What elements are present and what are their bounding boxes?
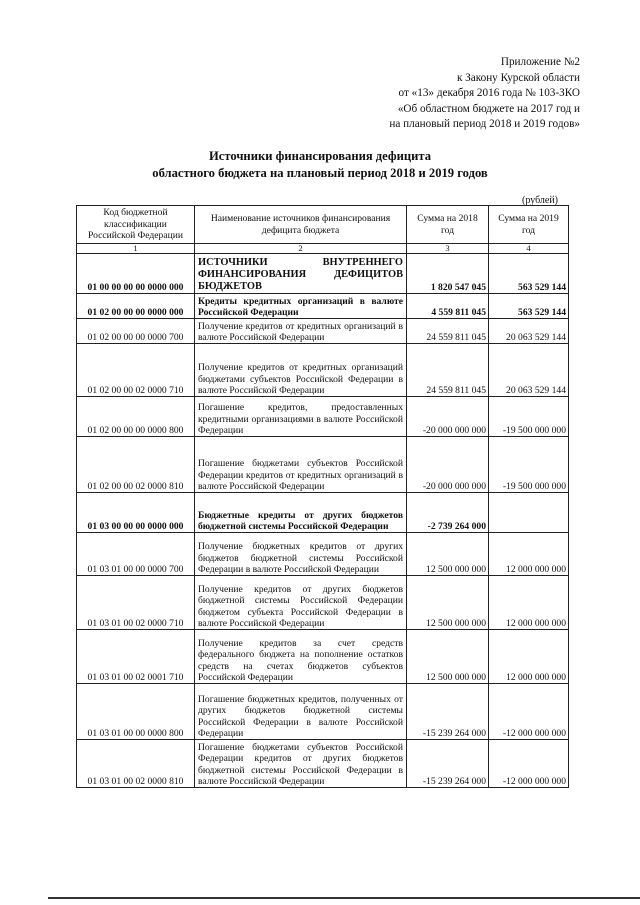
page-bottom-rule bbox=[48, 897, 640, 899]
table-row bbox=[77, 397, 569, 437]
row-name: Получение кредитов от кредитных организаций в валюте Российской Федерации bbox=[195, 319, 407, 344]
table-row bbox=[77, 630, 569, 684]
col-number: 2 bbox=[195, 244, 407, 254]
row-2018: 12 500 000 000 bbox=[407, 630, 489, 684]
appendix-line: к Закону Курской области bbox=[456, 71, 580, 84]
row-code: 01 03 01 00 02 0001 710 bbox=[77, 630, 195, 684]
row-name: Погашение кредитов, предоставленных кредитными организациями в валюте Российской Федерации bbox=[195, 397, 407, 437]
table-row bbox=[77, 576, 569, 630]
header-2018: Сумма на 2018 год bbox=[407, 206, 489, 244]
row-2019: -19 500 000 000 bbox=[489, 437, 569, 493]
row-name: Получение кредитов от кредитных организаций бюджетами субъектов Российской Федерации в валюте Российской Федерации bbox=[195, 344, 407, 397]
row-2019: -19 500 000 000 bbox=[489, 397, 569, 437]
row-2019: -12 000 000 000 bbox=[489, 740, 569, 788]
row-2018: 24 559 811 045 bbox=[407, 344, 489, 397]
financing-sources-table bbox=[76, 205, 569, 788]
row-2019: 12 000 000 000 bbox=[489, 576, 569, 630]
row-2019: 12 000 000 000 bbox=[489, 533, 569, 576]
row-code: 01 02 00 00 02 0000 810 bbox=[77, 437, 195, 493]
table-row bbox=[77, 344, 569, 397]
row-2018: -2 739 264 000 bbox=[407, 493, 489, 533]
table-row bbox=[77, 437, 569, 493]
header-2019: Сумма на 2019 год bbox=[489, 206, 569, 244]
table-row bbox=[77, 493, 569, 533]
row-name: Погашение бюджетами субъектов Российской Федерации кредитов от других бюджетов бюджетной системы Российской Федерации в валюте Российской Федерации bbox=[195, 740, 407, 788]
row-2019: 20 063 529 144 bbox=[489, 319, 569, 344]
appendix-line: от «13» декабря 2016 года № 103-ЗКО bbox=[398, 87, 580, 99]
row-2018: -15 239 264 000 bbox=[407, 740, 489, 788]
row-code: 01 02 00 00 00 0000 800 bbox=[77, 397, 195, 437]
appendix-header bbox=[370, 55, 580, 133]
row-code: 01 00 00 00 00 0000 000 bbox=[77, 254, 195, 294]
col-number: 3 bbox=[407, 244, 489, 254]
title-line: Источники финансирования дефицита bbox=[208, 149, 432, 163]
appendix-line: «Об областном бюджете на 2017 год и bbox=[397, 102, 580, 115]
table-row bbox=[77, 533, 569, 576]
table-row bbox=[77, 294, 569, 319]
appendix-line: Приложение №2 bbox=[500, 56, 580, 68]
col-number: 4 bbox=[489, 244, 569, 254]
row-name: Погашение бюджетами субъектов Российской Федерации кредитов от кредитных организаций в валюте Российской Федерации bbox=[195, 437, 407, 493]
row-code: 01 03 01 00 02 0000 710 bbox=[77, 576, 195, 630]
row-code: 01 03 01 00 00 0000 800 bbox=[77, 684, 195, 740]
row-name: Получение кредитов за счет средств федерального бюджета на пополнение остатков средств на счетах бюджетов субъектов Российской Федерации bbox=[195, 630, 407, 684]
row-2018: 4 559 811 045 bbox=[407, 294, 489, 319]
row-code: 01 02 00 00 00 0000 700 bbox=[77, 319, 195, 344]
title-line: областного бюджета на плановый период 2018 и 2019 годов bbox=[152, 166, 488, 180]
row-2019 bbox=[489, 493, 569, 533]
row-2018: -20 000 000 000 bbox=[407, 397, 489, 437]
table-row bbox=[77, 254, 569, 294]
row-2018: -20 000 000 000 bbox=[407, 437, 489, 493]
table-row bbox=[77, 319, 569, 344]
header-code: Код бюджетной классификации Российской Федерации bbox=[77, 206, 195, 244]
table-row bbox=[77, 684, 569, 740]
row-name: Получение бюджетных кредитов от других бюджетов бюджетной системы Российской Федерации в валюте Российской Федерации bbox=[195, 533, 407, 576]
row-2018: 1 820 547 045 bbox=[407, 254, 489, 294]
document-title bbox=[90, 148, 550, 182]
row-name: ИСТОЧНИКИ ВНУТРЕННЕГО ФИНАНСИРОВАНИЯ ДЕФИЦИТОВ БЮДЖЕТОВ bbox=[195, 254, 407, 294]
row-code: 01 02 00 00 00 0000 000 bbox=[77, 294, 195, 319]
row-2018: -15 239 264 000 bbox=[407, 684, 489, 740]
row-name: Бюджетные кредиты от других бюджетов бюджетной системы Российской Федерации bbox=[195, 493, 407, 533]
row-code: 01 02 00 00 02 0000 710 bbox=[77, 344, 195, 397]
row-2019: -12 000 000 000 bbox=[489, 684, 569, 740]
row-2019: 563 529 144 bbox=[489, 254, 569, 294]
row-2018: 24 559 811 045 bbox=[407, 319, 489, 344]
row-name: Кредиты кредитных организаций в валюте Российской Федерации bbox=[195, 294, 407, 319]
header-name: Наименование источников финансирования дефицита бюджета bbox=[195, 206, 407, 244]
row-code: 01 03 01 00 02 0000 810 bbox=[77, 740, 195, 788]
row-code: 01 03 00 00 00 0000 000 bbox=[77, 493, 195, 533]
row-name: Погашение бюджетных кредитов, полученных от других бюджетов бюджетной системы Российской Федерации в валюте Российской Федерации bbox=[195, 684, 407, 740]
row-2018: 12 500 000 000 bbox=[407, 576, 489, 630]
row-name: Получение кредитов от других бюджетов бюджетной системы Российской Федерации бюджетом субъекта Российской Федерации в валюте Российской Федерации bbox=[195, 576, 407, 630]
row-2018: 12 500 000 000 bbox=[407, 533, 489, 576]
row-code: 01 03 01 00 00 0000 700 bbox=[77, 533, 195, 576]
table-row bbox=[77, 740, 569, 788]
row-2019: 563 529 144 bbox=[489, 294, 569, 319]
appendix-line: на плановый период 2018 и 2019 годов» bbox=[389, 118, 580, 130]
units-label: (рублей) bbox=[522, 195, 559, 206]
col-number: 1 bbox=[77, 244, 195, 254]
row-2019: 20 063 529 144 bbox=[489, 344, 569, 397]
row-2019: 12 000 000 000 bbox=[489, 630, 569, 684]
